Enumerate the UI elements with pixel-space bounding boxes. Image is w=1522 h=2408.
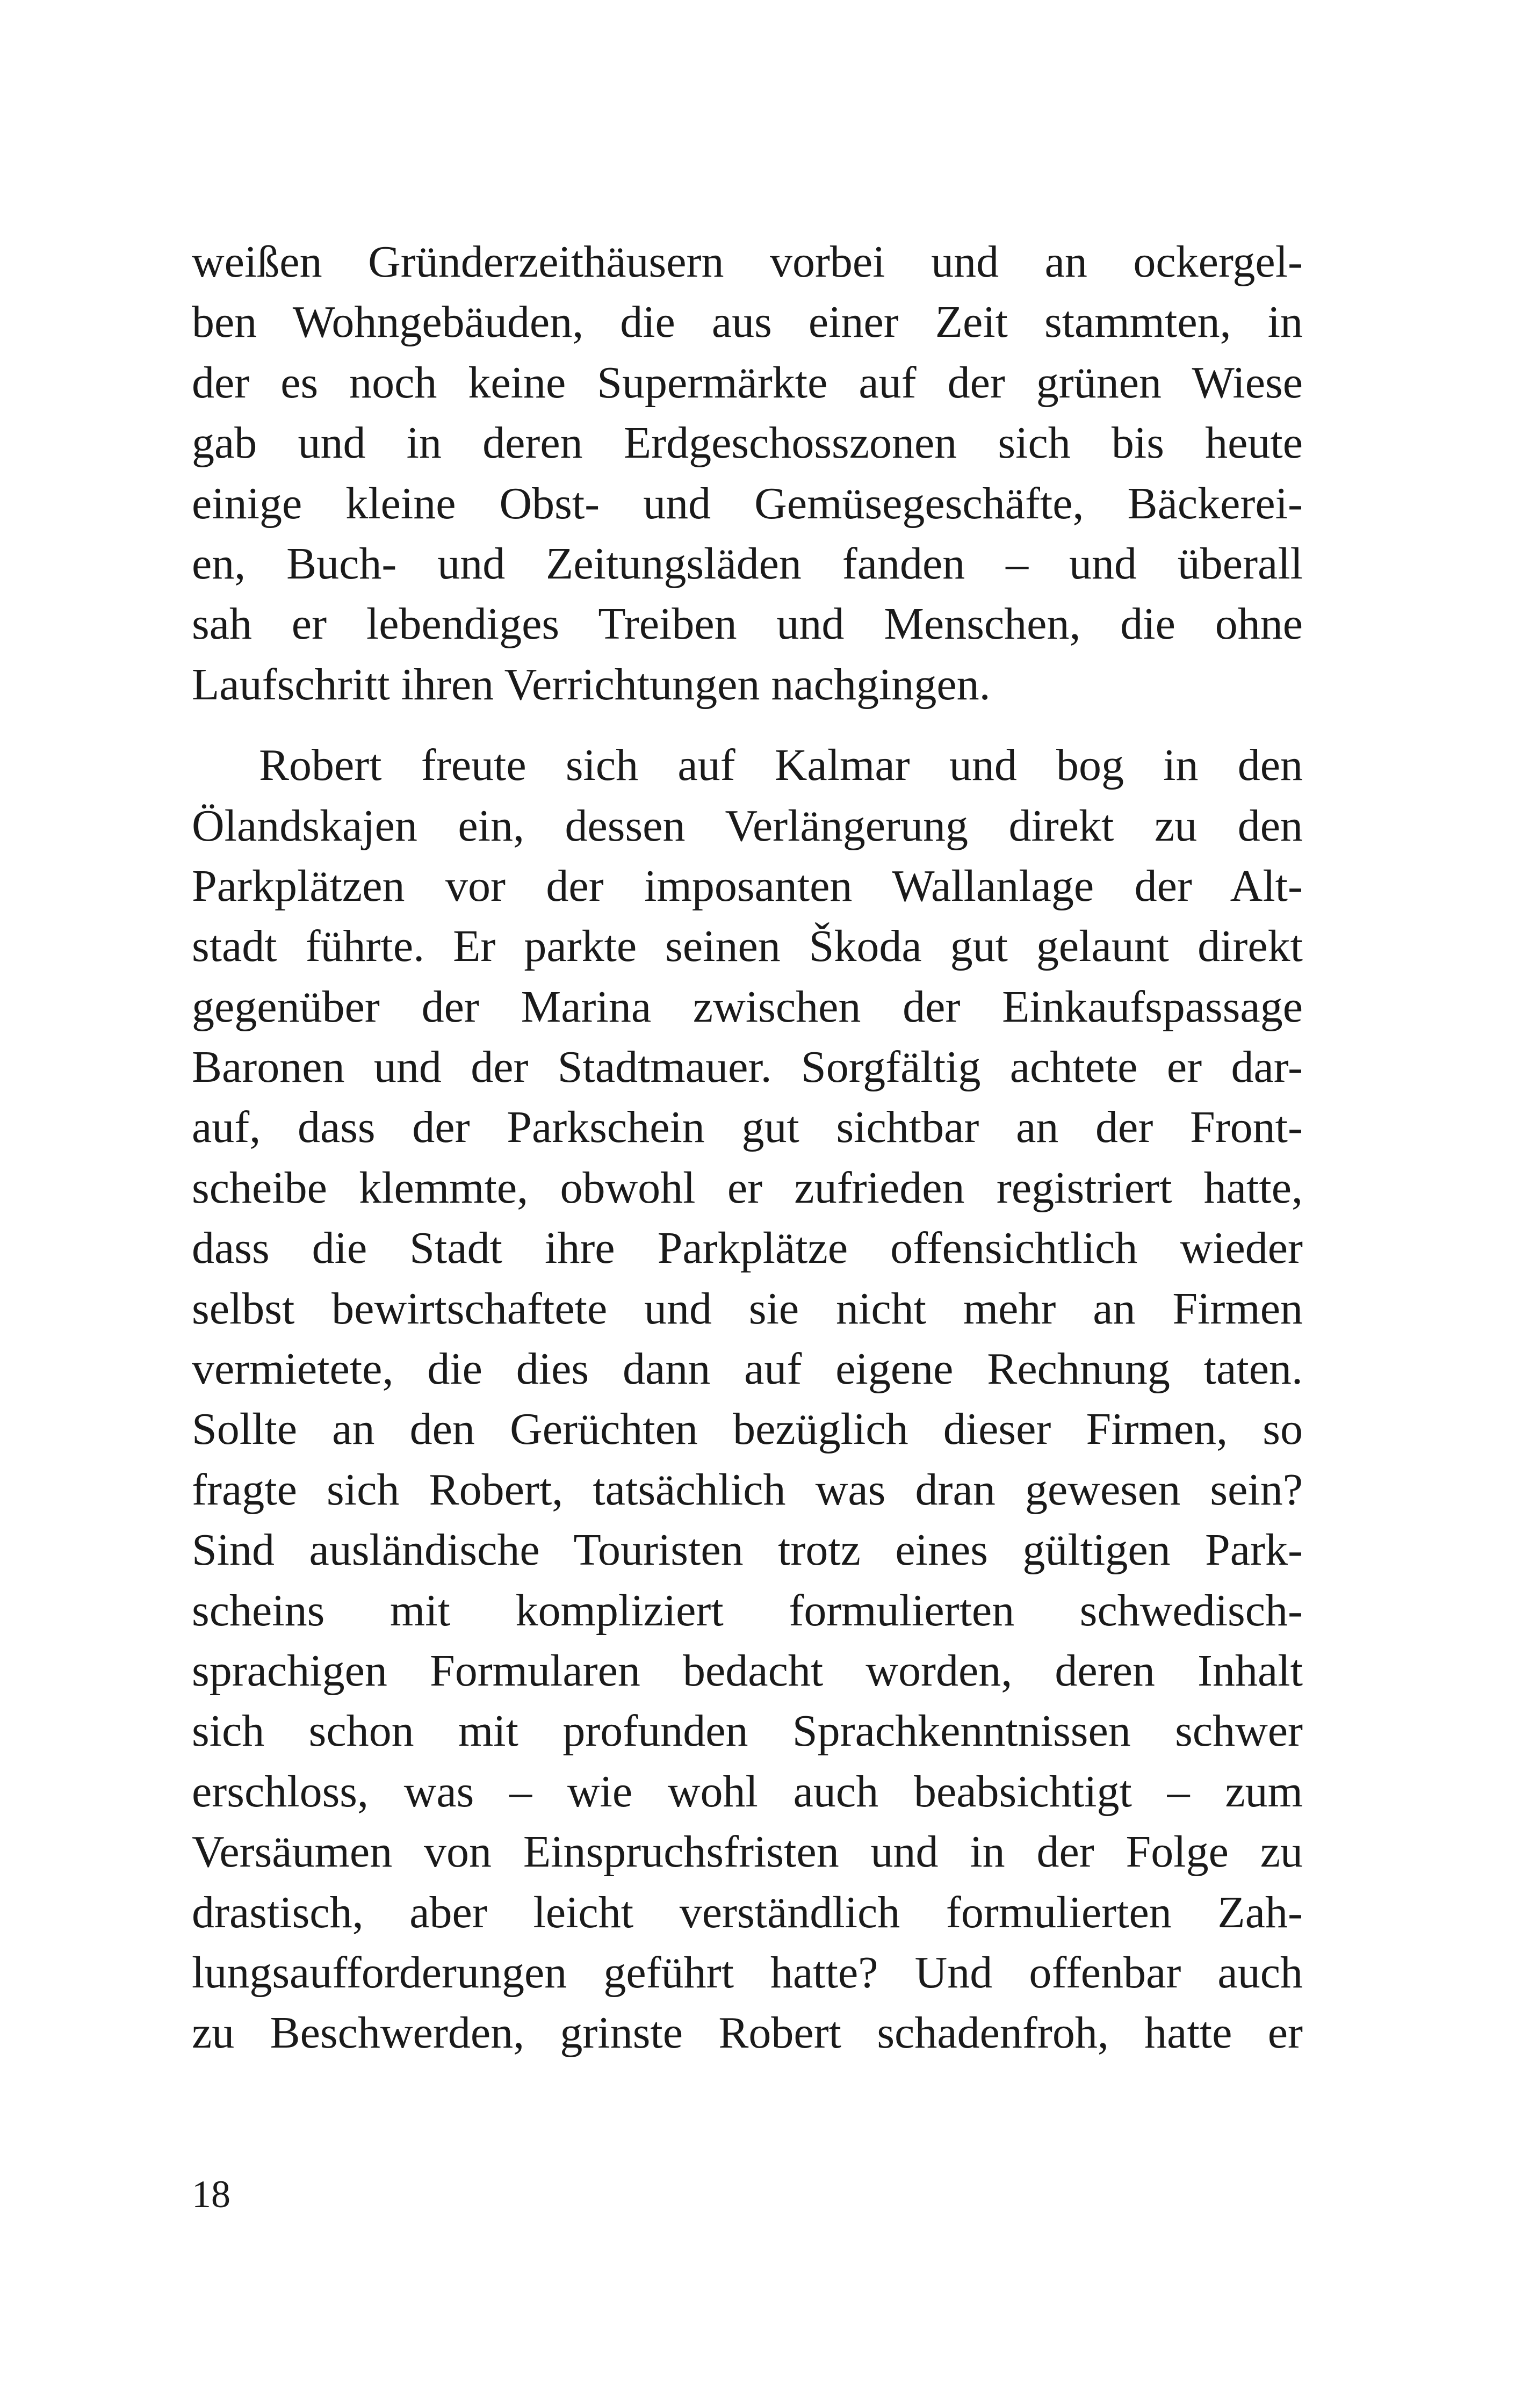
page-text-block <box>192 232 1303 2064</box>
text-line: Laufschritt ihren Verrichtungen nachgingen. <box>192 659 991 710</box>
text-line: sich schon mit profunden Sprachkenntnissen schwer <box>192 1706 1303 1756</box>
text-line: en, Buch- und Zeitungsläden fanden – und überall <box>192 538 1303 589</box>
text-line: stadt führte. Er parkte seinen Škoda gut gelaunt direkt <box>192 921 1303 972</box>
text-line: drastisch, aber leicht verständlich formulierten Zah- <box>192 1887 1303 1937</box>
text-line: ben Wohngebäuden, die aus einer Zeit stammten, in <box>192 297 1303 348</box>
paragraph-2 <box>192 735 1303 2064</box>
text-line: Versäumen von Einspruchsfristen und in der Folge zu <box>192 1827 1303 1877</box>
paragraph-gap <box>192 715 1303 735</box>
text-line: scheibe klemmte, obwohl er zufrieden registriert hatte, <box>192 1162 1303 1213</box>
text-line: weißen Gründerzeithäusern vorbei und an ockergel- <box>192 237 1303 287</box>
text-line: vermietete, die dies dann auf eigene Rechnung taten. <box>192 1344 1303 1394</box>
page-number: 18 <box>192 2173 230 2216</box>
text-line: Sollte an den Gerüchten bezüglich dieser Firmen, so <box>192 1404 1303 1455</box>
text-line: sprachigen Formularen bedacht worden, deren Inhalt <box>192 1645 1303 1696</box>
text-line: gab und in deren Erdgeschosszonen sich bis heute <box>192 418 1303 468</box>
text-line: zu Beschwerden, grinste Robert schadenfroh, hatte er <box>192 2008 1303 2058</box>
text-line: Parkplätzen vor der imposanten Wallanlage der Alt- <box>192 860 1303 911</box>
text-line: gegenüber der Marina zwischen der Einkaufspassage <box>192 981 1303 1032</box>
text-line: sah er lebendiges Treiben und Menschen, die ohne <box>192 599 1303 649</box>
text-line: selbst bewirtschaftete und sie nicht mehr an Firmen <box>192 1283 1303 1334</box>
text-line: Ölandskajen ein, dessen Verlängerung direkt zu den <box>192 800 1303 851</box>
paragraph-1 <box>192 232 1303 715</box>
text-line: einige kleine Obst- und Gemüsegeschäfte, Bäckerei- <box>192 478 1303 529</box>
text-line: auf, dass der Parkschein gut sichtbar an der Front- <box>192 1102 1303 1153</box>
text-line: dass die Stadt ihre Parkplätze offensichtlich wieder <box>192 1223 1303 1274</box>
text-line: fragte sich Robert, tatsächlich was dran gewesen sein? <box>192 1464 1303 1515</box>
text-line: Baronen und der Stadtmauer. Sorgfältig achtete er dar- <box>192 1042 1303 1093</box>
text-line: lungsaufforderungen geführt hatte? Und offenbar auch <box>192 1947 1303 1998</box>
text-line: Sind ausländische Touristen trotz eines gültigen Park- <box>192 1525 1303 1575</box>
text-line: scheins mit kompliziert formulierten schwedisch- <box>192 1585 1303 1636</box>
text-line: Robert freute sich auf Kalmar und bog in den <box>259 740 1303 791</box>
text-line: erschloss, was – wie wohl auch beabsichtigt – zum <box>192 1766 1303 1817</box>
text-line: der es noch keine Supermärkte auf der grünen Wiese <box>192 357 1303 408</box>
